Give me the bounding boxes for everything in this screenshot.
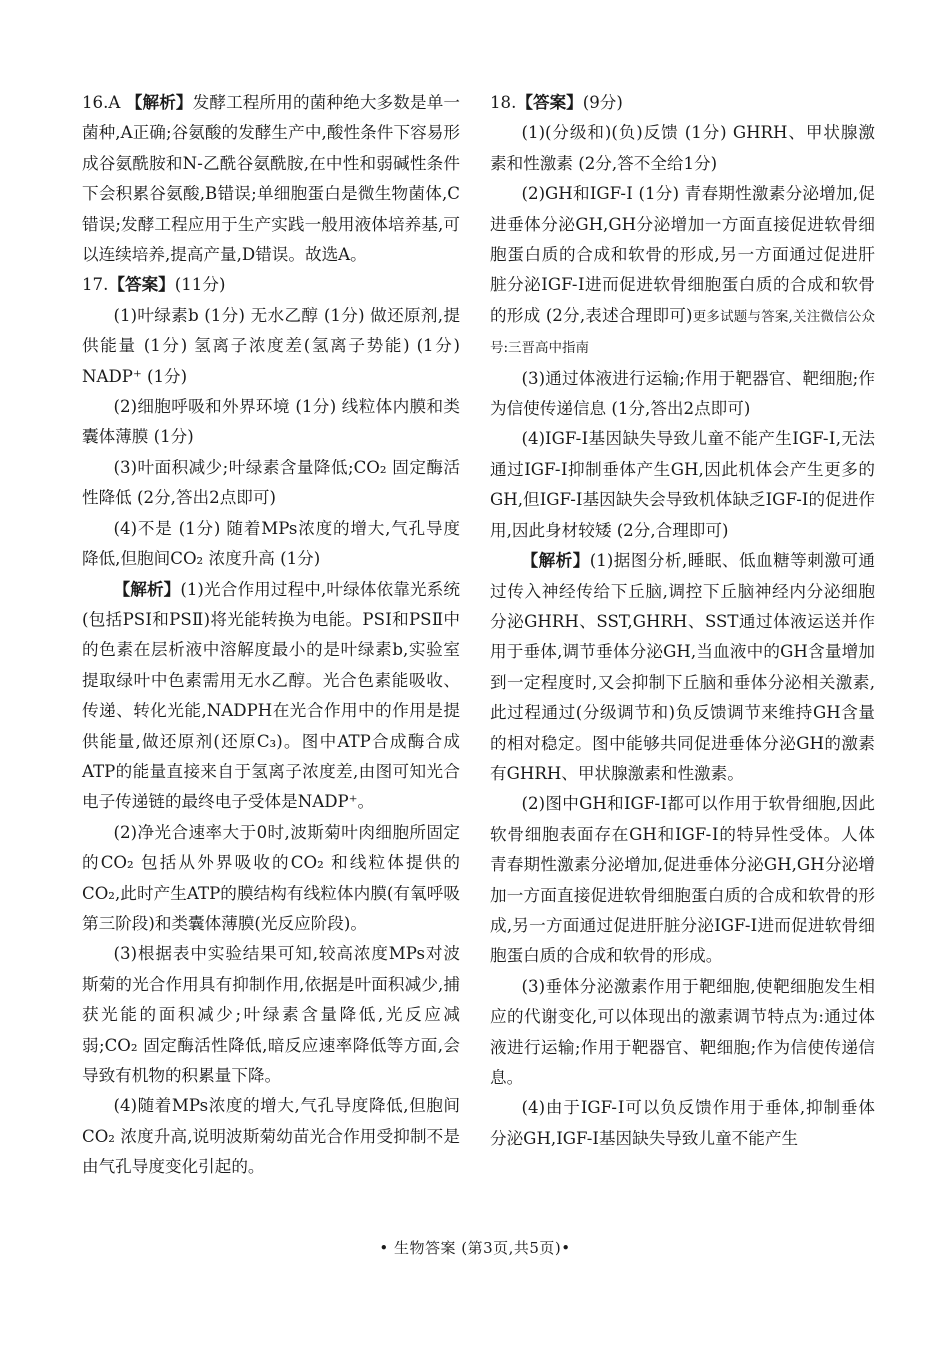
question-16-analysis-tag: 【解析】 [125,93,193,112]
left-column [82,88,460,1183]
question-17-analysis-3: (3)根据表中实验结果可知,较高浓度MPs对波斯菊的光合作用具有抑制作用,依据是叶面积减少,捕获光能的面积减少;叶绿素含量降低,光反应减弱;CO₂ 固定酶活性降低,暗反应速率降低等方面,会导致有机物的积累量下降。 [82,944,460,1085]
question-16-answer: A [108,93,121,112]
question-16 [82,88,460,270]
question-18-answer-2: (2)GH和IGF-Ⅰ (1分) 青春期性激素分泌增加,促进垂体分泌GH,GH分泌增加一方面直接促进软骨细胞蛋白质的合成和软骨的形成,另一方面通过促进肝脏分泌IGF-Ⅰ进而促进软骨细胞蛋白质的合成和软骨的形成 (2分,表述合理即可)更多试题与答案,关注微信公众号:三晋高中指南 [490,184,875,357]
question-17-analysis-1: 【解析】(1)光合作用过程中,叶绿体依靠光系统(包括PSⅠ和PSⅡ)将光能转换为电能。PSⅠ和PSⅡ中的色素在层析液中溶解度最小的是叶绿素b,实验室提取绿叶中色素需用无水乙醇。光合色素能吸收、传递、转化光能,NADPH在光合作用中的作用是提供能量,做还原剂(还原C₃)。图中ATP合成酶合成ATP的能量直接来自于氢离子浓度差,由图可知光合电子传递链的最终电子受体是NADP⁺。 [82,579,461,812]
question-17-analysis-tag: 【解析】 [113,579,181,599]
question-17-analysis-4: (4)随着MPs浓度的增大,气孔导度降低,但胞间CO₂ 浓度升高,说明波斯菊幼苗光合作用受抑制不是由气孔导度变化引起的。 [82,1096,460,1177]
right-column [490,88,875,1154]
watermark-text: 更多试题与答案,关注微信公众号:三晋高中指南 [490,308,875,357]
question-18-analysis-2: (2)图中GH和IGF-Ⅰ都可以作用于软骨细胞,因此软骨细胞表面存在GH和IGF-Ⅰ的特异性受体。人体青春期性激素分泌增加,促进垂体分泌GH,GH分泌增加一方面直接促进软骨细胞蛋白质的合成和软骨的形成,另一方面通过促进肝脏分泌IGF-Ⅰ进而促进软骨细胞蛋白质的合成和软骨的形成。 [490,794,875,966]
question-17-answer-3: (3)叶面积减少;叶绿素含量降低;CO₂ 固定酶活性降低 (2分,答出2点即可) [82,457,460,508]
question-18-answer-3: (3)通过体液进行运输;作用于靶器官、靶细胞;作为信使传递信息 (1分,答出2点即可) [490,368,875,419]
question-17-analysis-2: (2)净光合速率大于0时,波斯菊叶肉细胞所固定的CO₂ 包括从外界吸收的CO₂ 和线粒体提供的CO₂,此时产生ATP的膜结构有线粒体内膜(有氧呼吸第三阶段)和类囊体薄膜(光反应阶段)。 [82,822,460,933]
question-17-answer-1: (1)叶绿素b (1分) 无水乙醇 (1分) 做还原剂,提供能量 (1分) 氢离子浓度差(氢离子势能) (1分) NADP⁺ (1分) [82,305,460,386]
question-18-analysis-tag: 【解析】 [521,551,590,571]
question-17-score: (11分) [174,275,226,295]
question-17-answer-4: (4)不是 (1分) 随着MPs浓度的增大,气孔导度降低,但胞间CO₂ 浓度升高 (1分) [82,518,460,569]
question-17-number: 17. [82,275,109,295]
question-18-analysis-1: 【解析】(1)据图分析,睡眠、低血糖等刺激可通过传入神经传给下丘脑,调控下丘脑神经内分泌细胞分泌GHRH、SST,GHRH、SST通过体液运送并作用于垂体,调节垂体分泌GH,当血液中的GH含量增加到一定程度时,又会抑制下丘脑和垂体分泌相关激素,此过程通过(分级调节和)负反馈调节来维持GH含量的相对稳定。图中能够共同促进垂体分泌GH的激素有GHRH、甲状腺激素和性激素。 [490,551,876,783]
page-footer: • 生物答案 (第3页,共5页)• [379,1239,571,1257]
question-18-answer-1: (1)(分级和)(负)反馈 (1分) GHRH、甲状腺激素和性激素 (2分,答不全给1分) [490,123,875,173]
question-17-answer-tag: 【答案】 [108,275,175,295]
question-17-header [82,270,460,300]
question-18-analysis-3: (3)垂体分泌激素作用于靶细胞,使靶细胞发生相应的代谢变化,可以体现出的激素调节特点为:通过体液进行运输;作用于靶器官、靶细胞;作为信使传递信息。 [490,976,875,1087]
question-17-answer-2: (2)细胞呼吸和外界环境 (1分) 线粒体内膜和类囊体薄膜 (1分) [82,397,460,447]
question-18-number: 18. [490,93,517,112]
question-18-answer-4: (4)IGF-Ⅰ基因缺失导致儿童不能产生IGF-Ⅰ,无法通过IGF-Ⅰ抑制垂体产生GH,因此机体会产生更多的GH,但IGF-Ⅰ基因缺失会导致机体缺乏IGF-Ⅰ的促进作用,因此身材较矮 (2分,合理即可) [490,429,875,540]
question-18-analysis-4: (4)由于IGF-Ⅰ可以负反馈作用于垂体,抑制垂体分泌GH,IGF-Ⅰ基因缺失导致儿童不能产生 [490,1098,875,1148]
question-18-answer-tag: 【答案】 [516,93,583,112]
question-16-analysis: 发酵工程所用的菌种绝大多数是单一菌种,A正确;谷氨酸的发酵生产中,酸性条件下容易形成谷氨酰胺和N-乙酰谷氨酰胺,在中性和弱碱性条件下会积累谷氨酸,B错误;单细胞蛋白是微生物菌体,C错误;发酵工程应用于生产实践一般用液体培养基,可以连续培养,提高产量,D错误。故选A。 [82,93,461,265]
question-18-header [490,88,875,118]
question-16-number: 16. [82,93,109,112]
question-18-score: (9分) [582,93,623,112]
